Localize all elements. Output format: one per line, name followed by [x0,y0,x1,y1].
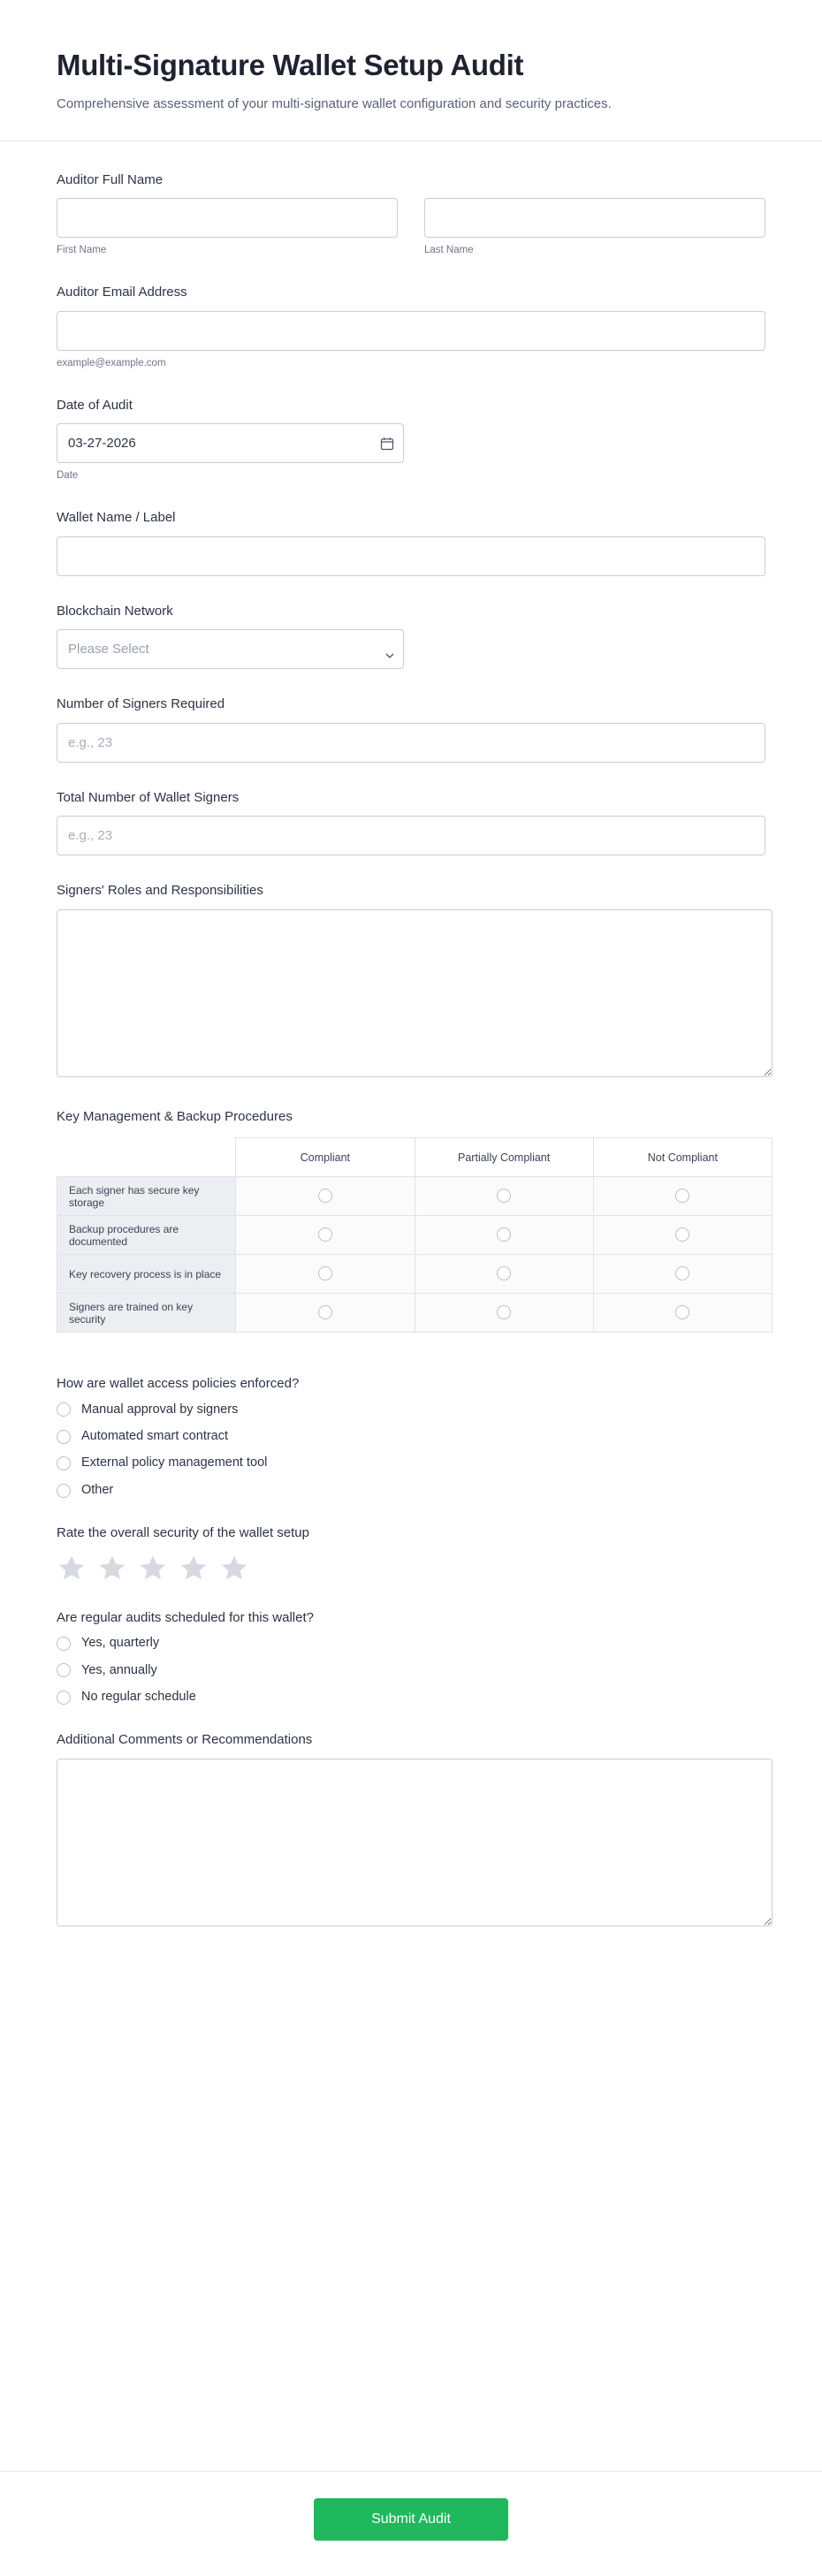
date-input[interactable] [57,423,404,463]
radio-option-label: Yes, annually [81,1662,157,1677]
first-name-sublabel: First Name [57,245,107,256]
total-signers-input[interactable] [57,816,765,855]
radio-option-annually[interactable] [57,1663,765,1678]
radio-icon[interactable] [497,1266,511,1280]
additional-comments-textarea[interactable] [57,1759,773,1926]
star-icon[interactable] [138,1553,168,1583]
total-signers-label: Total Number of Wallet Signers [57,789,240,805]
email-sublabel: example@example.com [57,357,166,369]
field-audit-date [57,397,765,483]
matrix-cell-compliant[interactable] [236,1294,415,1333]
matrix-col-header: Not Compliant [593,1138,772,1177]
star-icon[interactable] [179,1553,209,1583]
radio-icon[interactable] [57,1484,71,1498]
matrix-body [57,1177,773,1333]
blockchain-network-select[interactable] [57,629,404,669]
matrix-row-label: Backup procedures are documented [57,1216,236,1255]
radio-option-manual-approval[interactable] [57,1402,765,1417]
matrix-row-label: Key recovery process is in place [57,1255,236,1294]
field-audit-schedule [57,1609,765,1706]
field-blockchain-network [57,603,765,670]
matrix-cell-compliant[interactable] [236,1255,415,1294]
matrix-row-label: Signers are trained on key security [57,1294,236,1333]
matrix-head [57,1138,773,1177]
wallet-name-label: Wallet Name / Label [57,510,176,526]
radio-option-smart-contract[interactable] [57,1429,765,1444]
field-key-management-matrix [57,1108,765,1334]
email-field[interactable] [57,311,765,351]
star-icon[interactable] [219,1553,249,1583]
audit-schedule-options [57,1636,765,1705]
matrix-col-header: Partially Compliant [415,1138,593,1177]
matrix-cell-compliant[interactable] [236,1177,415,1216]
matrix-cell-partially-compliant[interactable] [415,1216,593,1255]
date-sublabel: Date [57,470,79,482]
field-auditor-name [57,171,765,257]
radio-option-label: External policy management tool [81,1455,268,1470]
auditor-email-label: Auditor Email Address [57,285,187,300]
radio-icon[interactable] [497,1189,511,1203]
radio-option-label: Yes, quarterly [81,1636,160,1651]
access-policy-label: How are wallet access policies enforced? [57,1376,300,1392]
matrix-cell-not-compliant[interactable] [593,1177,772,1216]
signer-roles-textarea[interactable] [57,909,773,1077]
matrix-cell-compliant[interactable] [236,1216,415,1255]
radio-option-no-schedule[interactable] [57,1690,765,1705]
star-icon[interactable] [97,1553,127,1583]
matrix-row-label: Each signer has secure key storage [57,1177,236,1216]
first-name-input[interactable] [57,198,398,238]
field-wallet-name [57,509,765,576]
radio-icon[interactable] [318,1305,332,1319]
radio-option-label: Manual approval by signers [81,1402,239,1417]
field-total-signers [57,789,765,856]
radio-option-label: No regular schedule [81,1690,196,1704]
field-auditor-email [57,284,765,369]
page-subtitle: Comprehensive assessment of your multi-signature wallet configuration and security practices. [57,95,612,111]
signer-roles-label: Signers' Roles and Responsibilities [57,883,263,899]
table-row [57,1294,773,1333]
radio-icon[interactable] [318,1266,332,1280]
field-signers-required [57,695,765,763]
last-name-sublabel: Last Name [424,245,474,256]
last-name-input[interactable] [424,198,765,238]
radio-icon[interactable] [675,1227,689,1242]
radio-icon[interactable] [675,1266,689,1280]
matrix-cell-not-compliant[interactable] [593,1216,772,1255]
radio-icon[interactable] [57,1430,71,1444]
matrix-cell-not-compliant[interactable] [593,1255,772,1294]
submit-audit-button[interactable]: Submit Audit [314,2498,508,2541]
radio-icon[interactable] [318,1227,332,1242]
radio-icon[interactable] [675,1305,689,1319]
signers-required-label: Number of Signers Required [57,696,225,712]
star-rating[interactable] [57,1553,765,1583]
form-footer [0,2471,822,2576]
compliance-matrix [57,1137,773,1333]
field-access-policy [57,1375,765,1498]
table-row [57,1177,773,1216]
radio-icon[interactable] [675,1189,689,1203]
auditor-name-label: Auditor Full Name [57,171,164,187]
matrix-label: Key Management & Backup Procedures [57,1108,293,1124]
radio-option-external-tool[interactable] [57,1455,765,1470]
audit-date-label: Date of Audit [57,397,133,413]
radio-icon[interactable] [57,1663,71,1677]
radio-option-quarterly[interactable] [57,1636,765,1651]
signers-required-input[interactable] [57,723,765,763]
radio-icon[interactable] [497,1227,511,1242]
wallet-name-input[interactable] [57,536,765,576]
radio-icon[interactable] [57,1456,71,1470]
page-title: Multi-Signature Wallet Setup Audit [57,49,524,81]
access-policy-options [57,1402,765,1499]
field-additional-comments [57,1731,765,1931]
audit-schedule-label: Are regular audits scheduled for this wallet? [57,1609,314,1625]
matrix-corner-cell [57,1138,236,1177]
radio-icon[interactable] [57,1691,71,1705]
form-body [0,141,822,2471]
radio-option-other[interactable] [57,1483,765,1498]
radio-icon[interactable] [57,1402,71,1417]
security-rating-label: Rate the overall security of the wallet setup [57,1525,309,1541]
additional-comments-label: Additional Comments or Recommendations [57,1732,313,1748]
radio-icon[interactable] [318,1189,332,1203]
last-name-col [424,198,765,257]
blockchain-network-label: Blockchain Network [57,603,173,619]
radio-icon[interactable] [57,1637,71,1651]
field-security-rating [57,1524,765,1583]
radio-option-label: Automated smart contract [81,1429,229,1444]
radio-option-label: Other [81,1482,114,1497]
table-row [57,1255,773,1294]
blockchain-network-wrap [57,629,404,669]
matrix-cell-partially-compliant[interactable] [415,1294,593,1333]
matrix-wrap [57,1137,765,1333]
date-input-wrap [57,423,404,463]
star-icon[interactable] [57,1553,87,1583]
matrix-cell-not-compliant[interactable] [593,1294,772,1333]
first-name-col [57,198,398,257]
matrix-col-header: Compliant [236,1138,415,1177]
matrix-cell-partially-compliant[interactable] [415,1255,593,1294]
form-header [0,0,822,141]
matrix-cell-partially-compliant[interactable] [415,1177,593,1216]
table-row [57,1216,773,1255]
matrix-header-row [57,1138,773,1177]
radio-icon[interactable] [497,1305,511,1319]
field-signer-roles [57,882,765,1082]
